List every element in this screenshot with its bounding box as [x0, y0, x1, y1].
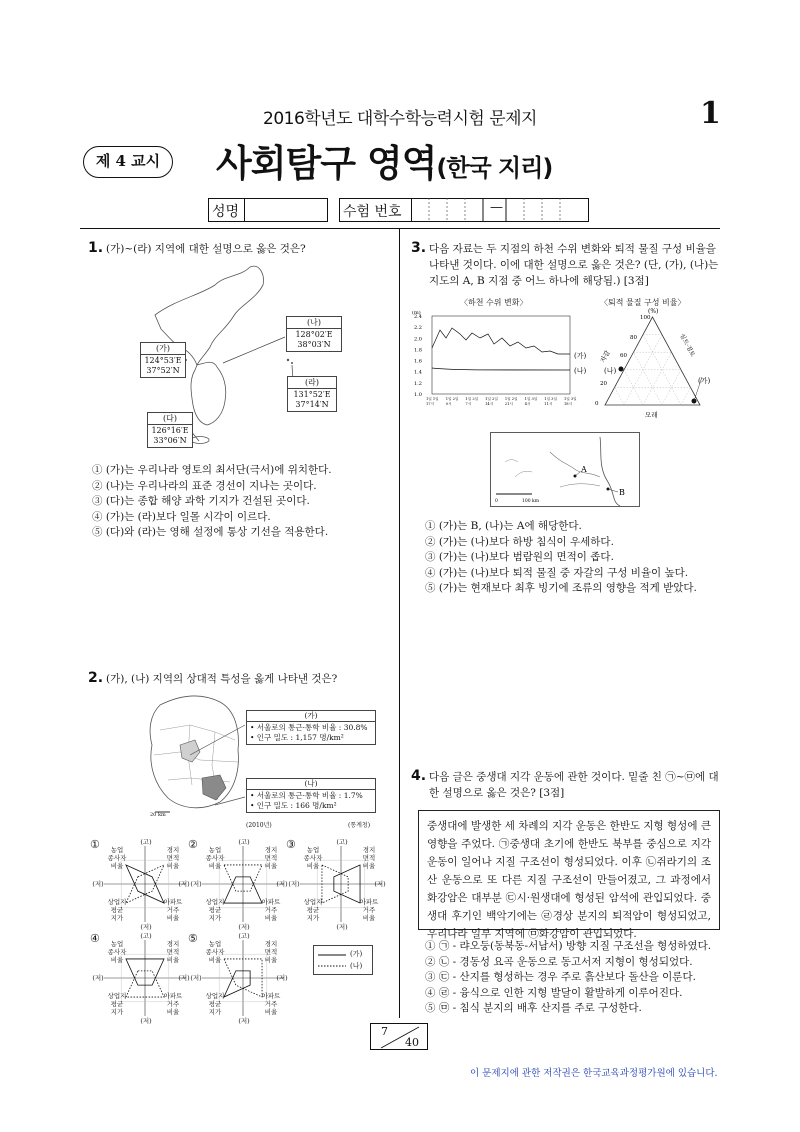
radar-label-tr: 경지 면적 비율 — [264, 846, 278, 870]
choice-number: ③ — [286, 838, 296, 851]
y-unit: (m) — [412, 310, 421, 316]
radar-low: (저) — [140, 923, 152, 931]
x-tick-label: 0시 — [445, 402, 452, 406]
q1-label-na: (나) 128°02′E 38°03′N — [286, 316, 342, 352]
radar-label-br: 아파트 거주 비율 — [163, 992, 183, 1016]
q1-label-da: (다) 126°16′E 33°06′N — [147, 412, 193, 448]
q4-option[interactable]: ③ ㉢ - 산지를 형성하는 경우 주로 흙산보다 돌산을 이룬다. — [425, 971, 696, 983]
x-tick-label: 18시 — [564, 402, 573, 406]
radar-low: (저) — [336, 923, 348, 931]
series-ga-label: (가) — [574, 352, 587, 360]
subject-title: 사회탐구 영역(한국 지리) — [216, 142, 553, 185]
q3-option[interactable]: ② (가)는 (나)보다 하방 침식이 우세하다. — [425, 535, 614, 548]
radar-label-bl: 상업지 평균 지가 — [107, 898, 127, 922]
page-number: 1 — [700, 96, 721, 131]
y-tick-label: 1.4 — [414, 369, 422, 376]
q3-number: 3. — [411, 240, 427, 256]
page-total: 40 — [405, 1036, 419, 1049]
y-tick-label: 1.2 — [414, 380, 422, 387]
x-tick-label: 7시 — [465, 402, 472, 406]
svg-text:(나): (나) — [604, 367, 617, 375]
svg-text:0: 0 — [595, 401, 599, 407]
q2-source: (통계청) — [348, 822, 371, 829]
x-tick-label: 1일 3일 — [524, 397, 538, 401]
q1-option[interactable]: ⑤ (다)와 (라)는 영해 설정에 통상 기선을 적용한다. — [92, 526, 329, 538]
q1-option[interactable]: ④ (가)는 (라)보다 일몰 시각이 이르다. — [92, 510, 271, 523]
svg-text:(%): (%) — [648, 308, 659, 315]
q3-option[interactable]: ③ (가)는 (나)보다 범람원의 면적이 좁다. — [425, 551, 614, 563]
svg-text:0: 0 — [495, 499, 498, 504]
y-tick-label: 2.4 — [414, 314, 422, 320]
copyright-notice: 이 문제지에 관한 저작권은 한국교육과정평가원에 있습니다. — [470, 1068, 718, 1079]
x-tick-label: 1일 2일 — [445, 397, 459, 401]
x-tick-label: 17시 — [426, 402, 435, 406]
id-label: 수험 번호 — [343, 204, 402, 220]
q4-options — [425, 939, 711, 1017]
period-badge: 제 4 교시 — [83, 146, 173, 178]
q1-text: (가)~(라) 지역에 대한 설명으로 옳은 것은? — [106, 243, 306, 255]
radar-low-right: (저) — [276, 974, 288, 982]
subject-subtitle: (한국 지리) — [436, 154, 553, 182]
q2-choice[interactable] — [188, 838, 288, 930]
q1-number: 1. — [88, 240, 104, 256]
radar-high: (고) — [336, 838, 348, 846]
q4-passage: 중생대에 발생한 세 차례의 지각 운동은 한반도 지형 형성에 큰 영향을 주었다. ㉠중생대 초기에 한반도 북부를 중심으로 지각 운동이 일어나 지질 구조선이 형성되었다. 이후 ㉡쥐라기의 조산 운동으로 또 다른 지질 구조선이 만들어졌고, 그 과정에서 화강암은 대부분 ㉢시·원생대에 형성된 암석에 관입되었다. 중생대 후기인 백악기에는 ㉣경상 분지의 퇴적암이 형성되었고, 우리나라 일부 지역에 ㉤화강암이 관입되었다. — [418, 810, 720, 930]
q1-label-ga: (가) 124°53′E 37°52′N — [140, 342, 186, 378]
radar-label-tl: 농업 종사자 비율 — [107, 846, 127, 870]
series-ga-line — [432, 328, 570, 354]
q2-legend — [313, 945, 373, 975]
radar-label-br: 아파트 거주 비율 — [163, 898, 183, 922]
radar-high: (고) — [140, 932, 152, 940]
svg-text:자갈: 자갈 — [598, 349, 612, 364]
radar-label-tl: 농업 종사자 비율 — [303, 846, 323, 870]
q1-options — [92, 463, 332, 541]
radar-low-right: (저) — [374, 880, 386, 888]
x-tick-label: 1일 2일 — [504, 397, 518, 401]
radar-label-bl: 상업지 평균 지가 — [205, 898, 225, 922]
q4-option[interactable]: ④ ㉣ - 융식으로 인한 지형 발달이 활발하게 이루어진다. — [425, 986, 683, 999]
x-tick-label: 21시 — [504, 402, 513, 406]
q3-ternary-chart — [590, 305, 720, 420]
radar-high: (고) — [238, 838, 250, 846]
svg-text:(가): (가) — [698, 377, 711, 385]
q3-water-level-chart — [410, 308, 600, 418]
q4-option[interactable]: ① ㉠ - 랴오둥(동북동-서남서) 방향 지질 구조선을 형성하였다. — [425, 940, 712, 952]
radar-label-bl: 상업지 평균 지가 — [303, 898, 323, 922]
choice-number: ⑤ — [188, 932, 198, 945]
q3-option[interactable]: ⑤ (가)는 현재보다 최후 빙기에 조류의 영향을 적게 받았다. — [425, 582, 697, 594]
radar-low-left: (저) — [190, 880, 202, 888]
svg-text:20: 20 — [600, 381, 607, 387]
radar-low-left: (저) — [92, 974, 104, 982]
q3-chart-left-title: 〈하천 수위 변화〉 — [460, 298, 528, 307]
q3-river-map — [490, 432, 640, 507]
y-tick-label: 1.6 — [414, 358, 422, 365]
radar-low-left: (저) — [190, 974, 202, 982]
radar-low-right: (저) — [276, 880, 288, 888]
x-tick-label: 1일 3일 — [564, 397, 577, 401]
q1-option[interactable]: ③ (다)는 종합 해양 과학 기지가 건설된 곳이다. — [92, 495, 310, 507]
series-na-label: (나) — [574, 367, 587, 375]
q3-text: 다음 자료는 두 지점의 하천 수위 변화와 퇴적 물질 구성 비율을 나타낸 것이다. 이에 대한 설명으로 옳은 것은? (단, (가), (나)는 지도의 A, B 지점 중 어느 하나에 해당됨.) [3점] — [429, 243, 719, 287]
q1-option[interactable]: ① (가)는 우리나라 영토의 최서단(극서)에 위치한다. — [92, 464, 332, 476]
q2-scale: 20 km — [150, 812, 166, 818]
series-na-line — [432, 368, 570, 370]
x-tick-label: 4시 — [524, 402, 531, 406]
radar-low-left: (저) — [288, 880, 300, 888]
svg-text:100: 100 — [640, 315, 651, 321]
radar-high: (고) — [140, 838, 152, 846]
q2-number: 2. — [88, 670, 104, 686]
q3-option[interactable]: ① (가)는 B, (나)는 A에 해당한다. — [425, 520, 582, 532]
radar-label-br: 아파트 거주 비율 — [261, 992, 281, 1016]
radar-label-tr: 경지 면적 비율 — [166, 846, 180, 870]
radar-label-bl: 상업지 평균 지가 — [107, 992, 127, 1016]
radar-low-left: (저) — [92, 880, 104, 888]
q4-number: 4. — [411, 768, 427, 784]
radar-low: (저) — [140, 1017, 152, 1025]
svg-text:80: 80 — [630, 335, 637, 341]
choice-number: ④ — [90, 932, 100, 945]
legend-ga: (가) — [350, 950, 363, 958]
svg-text:A: A — [581, 465, 587, 474]
radar-low-right: (저) — [178, 880, 190, 888]
radar-label-tr: 경지 면적 비율 — [362, 846, 376, 870]
radar-label-tr: 경지 면적 비율 — [166, 940, 180, 964]
radar-label-br: 아파트 거주 비율 — [261, 898, 281, 922]
radar-low-right: (저) — [178, 974, 190, 982]
x-tick-label: 1일 1일 — [426, 397, 439, 401]
svg-text:100 km: 100 km — [522, 499, 540, 504]
q2-choice[interactable] — [90, 838, 190, 930]
q2-choice[interactable] — [188, 932, 288, 1024]
q2-text: (가), (나) 지역의 상대적 특성을 옳게 나타낸 것은? — [106, 673, 338, 685]
q3-option[interactable]: ④ (가)는 (나)보다 퇴적 물질 중 자갈의 구성 비율이 높다. — [425, 566, 689, 579]
radar-label-tl: 농업 종사자 비율 — [205, 846, 225, 870]
header-rule — [80, 228, 720, 229]
x-tick-label: 11시 — [544, 402, 553, 406]
x-tick-label: 1일 3일 — [544, 397, 557, 401]
exam-title: 2016학년도 대학수학능력시험 문제지 — [263, 109, 537, 129]
radar-high: (고) — [238, 932, 250, 940]
page-indicator — [370, 1023, 428, 1050]
q4-text: 다음 글은 중생대 지각 운동에 관한 것이다. 밑줄 친 ㉠~㉤에 대한 설명으로 옳은 것은? [3점] — [429, 771, 719, 799]
name-label: 성명 — [212, 204, 240, 220]
y-tick-label: 1.0 — [414, 392, 422, 398]
q3-chart-right-title: 〈퇴적 물질 구성 비율〉 — [600, 298, 686, 307]
x-tick-label: 1일 2일 — [465, 397, 479, 401]
q1-label-ra: (라) 131°52′E 37°14′N — [287, 376, 337, 412]
radar-low: (저) — [238, 1017, 250, 1025]
q2-choice[interactable] — [90, 932, 190, 1024]
x-tick-label: 14시 — [485, 402, 494, 406]
legend-na: (나) — [350, 962, 363, 970]
radar-label-bl: 상업지 평균 지가 — [205, 992, 225, 1016]
choice-number: ① — [90, 838, 100, 851]
q4-option[interactable]: ② ㉡ - 경동성 요곡 운동으로 동고서저 지형이 형성되었다. — [425, 955, 693, 968]
svg-text:실트·점토: 실트·점토 — [678, 332, 697, 359]
page-current: 7 — [381, 1025, 388, 1038]
choice-number: ② — [188, 838, 198, 851]
q4-option[interactable]: ⑤ ㉤ - 침식 분지의 배후 산지를 주로 구성한다. — [425, 1002, 642, 1014]
q2-year: (2010년) — [246, 822, 272, 829]
y-tick-label: 1.8 — [414, 347, 422, 354]
y-tick-label: 2.2 — [414, 325, 422, 332]
x-tick-label: 1일 2일 — [485, 397, 498, 401]
id-dash: — — [490, 200, 503, 215]
svg-text:모래: 모래 — [645, 411, 658, 419]
y-tick-label: 2.0 — [414, 336, 422, 343]
q3-options — [425, 519, 697, 597]
q2-box-ga: (가) • 서울로의 통근·통학 비율 : 30.8% • 인구 밀도 : 1,157 명/km² — [246, 710, 376, 745]
column-divider — [399, 228, 400, 1018]
q2-choice[interactable] — [286, 838, 386, 930]
svg-text:60: 60 — [620, 353, 627, 359]
radar-label-tl: 농업 종사자 비율 — [205, 940, 225, 964]
q1-option[interactable]: ② (나)는 우리나라의 표준 경선이 지나는 곳이다. — [92, 479, 317, 492]
q2-box-na: (나) • 서울로의 통근·통학 비율 : 1.7% • 인구 밀도 : 166 명/km² — [246, 778, 376, 813]
radar-label-tl: 농업 종사자 비율 — [107, 940, 127, 964]
svg-text:B: B — [619, 488, 625, 497]
radar-label-tr: 경지 면적 비율 — [264, 940, 278, 964]
radar-low: (저) — [238, 923, 250, 931]
radar-label-br: 아파트 거주 비율 — [359, 898, 379, 922]
